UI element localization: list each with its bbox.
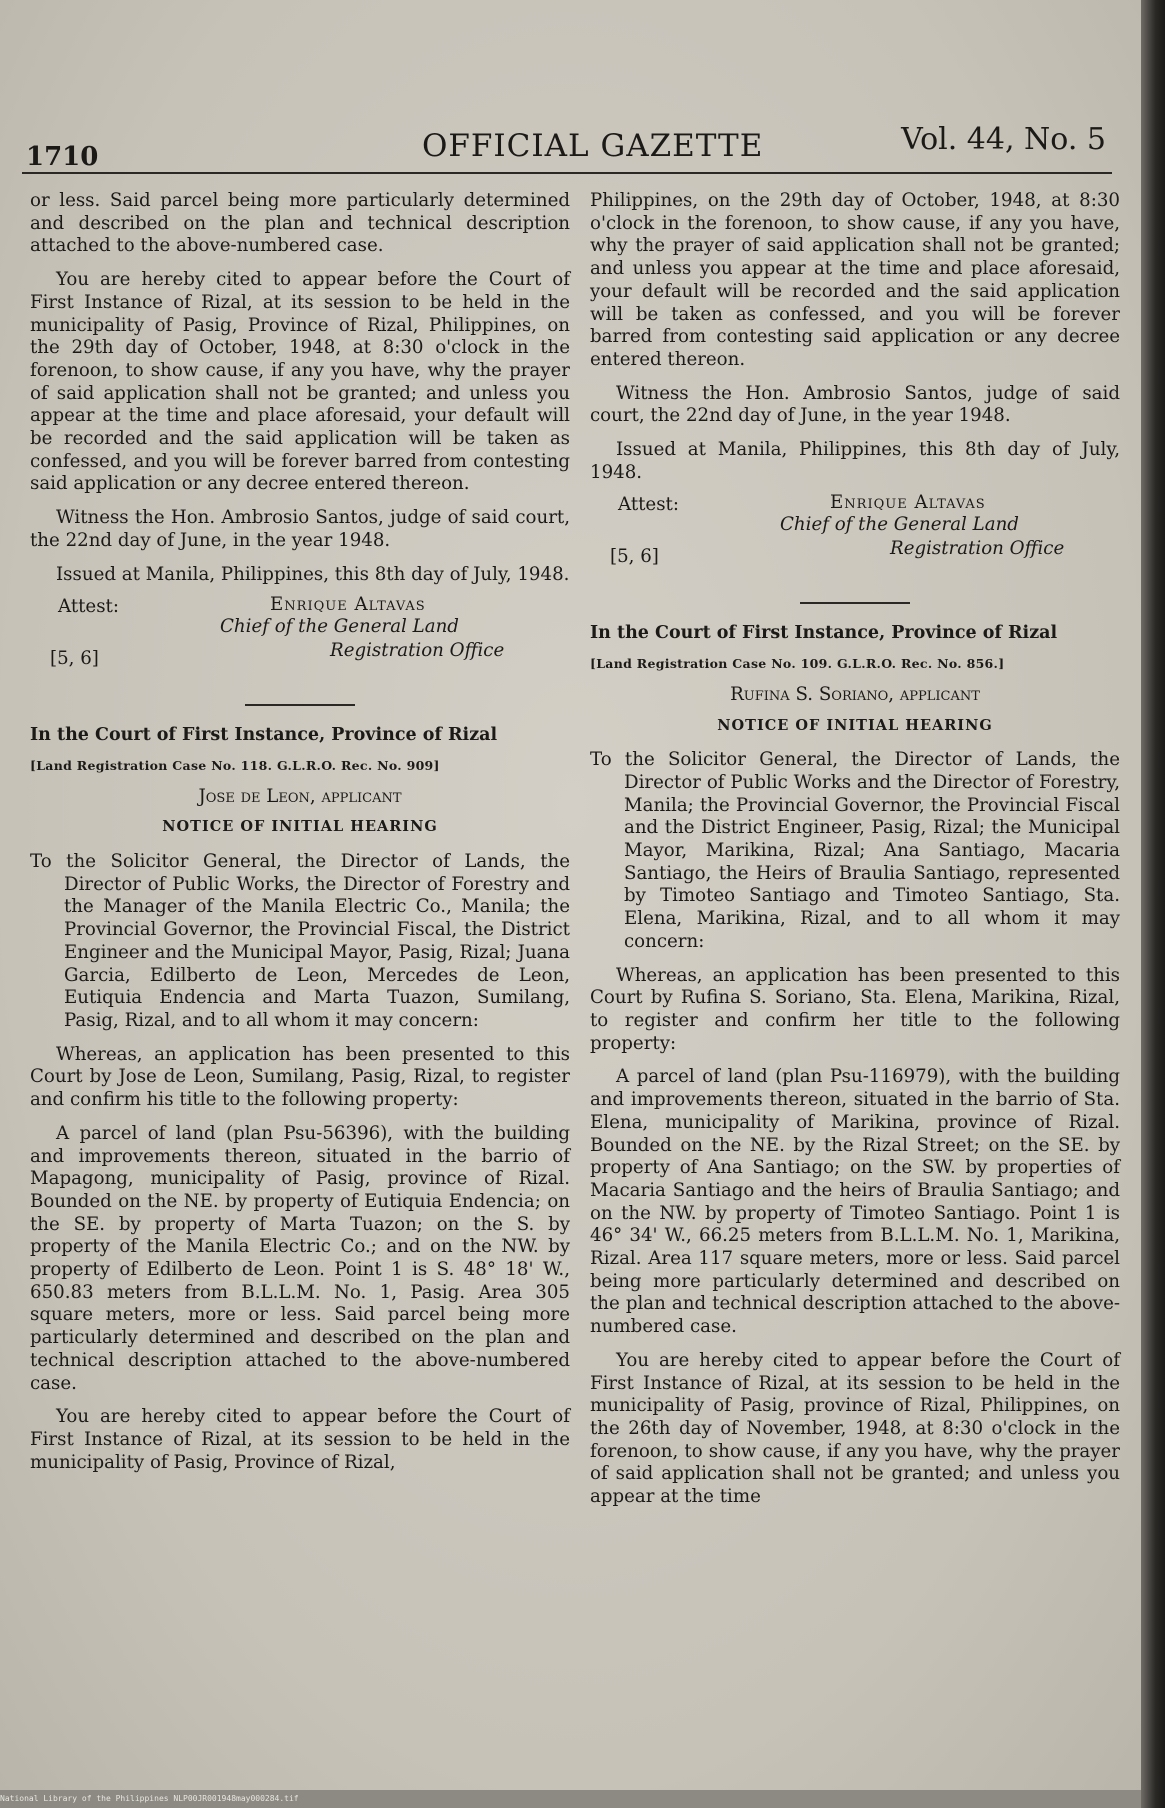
attest-label: Attest: [58, 596, 119, 618]
right-column [590, 190, 1120, 1509]
applicant-name: Jose de Leon, applicant [198, 785, 402, 807]
notice-heading: NOTICE OF INITIAL HEARING [162, 818, 438, 836]
scan-footer: National Library of the Philippines NLP00JR001948may000284.tif [0, 1794, 299, 1803]
attest-office: Chief of the General Land [220, 616, 459, 638]
citation: [5, 6] [610, 546, 659, 568]
case-reference: [Land Registration Case No. 109. G.L.R.O. Rec. No. 856.] [590, 656, 1005, 672]
attest-name: Enrique Altavas [270, 594, 426, 616]
section-divider [245, 704, 355, 706]
attest-office: Registration Office [890, 538, 1065, 560]
page-number: 1710 [26, 142, 99, 172]
paragraph: Philippines, on the 29th day of October, 1948, at 8:30 o'clock in the forenoon, to show cause, if any you have, why the prayer of said application shall not be granted; and unless you appear at the time and place aforesaid, your default will be recorded and the said application will be taken as confessed, and you will be forever barred from contesting said application or any decree entered thereon. [590, 190, 1120, 370]
paragraph: A parcel of land (plan Psu-116979), with the building and improvements thereon, situated in the barrio of Sta. Elena, municipality of Marikina, province of Rizal. Bounded on the NE. by the Rizal Street; on the SE. by property of Ana Santiago; on the SW. by properties of Macaria Santiago and the heirs of Braulia Santiago; and on the NW. by property of Timoteo Santiago. Point 1 is 46° 34' W., 66.25 meters from B.L.L.M. No. 1, Marikina, Rizal. Area 117 square meters, more or less. Said parcel being more particularly determined and described on the plan and technical description attached to the above-numbered case. [590, 1066, 1120, 1338]
paragraph: You are hereby cited to appear before the Court of First Instance of Rizal, at its session to be held in the municipality of Pasig, Province of Rizal, [30, 1406, 570, 1473]
header-rule [22, 172, 1112, 174]
case-reference: [Land Registration Case No. 118. G.L.R.O. Rec. No. 909] [30, 757, 440, 773]
citation: [5, 6] [50, 648, 99, 670]
addressee-paragraph: To the Solicitor General, the Director of Lands, the Director of Public Works, the Director of Forestry and the Manager of the Manila Electric Co., Manila; the Provincial Governor, the Provincial Fiscal, the District Engineer and the Municipal Mayor, Pasig, Rizal; Juana Garcia, Edilberto de Leon, Mercedes de Leon, Eutiquia Endencia and Marta Tuazon, Sumilang, Pasig, Rizal, and to all whom it may concern: [30, 851, 570, 1031]
binding-spine [1141, 0, 1165, 1808]
court-heading: In the Court of First Instance, Province of Rizal [590, 623, 1058, 644]
paragraph: A parcel of land (plan Psu-56396), with the building and improvements thereon, situated in the barrio of Mapagong, municipality of Pasig, province of Rizal. Bounded on the NE. by property of Eutiquia Endencia; on the SE. by property of Marta Tuazon; on the S. by property of the Manila Electric Co.; and on the NW. by property of Edilberto de Leon. Point 1 is S. 48° 18' W., 650.83 meters from B.L.L.M. No. 1, Pasig. Area 305 square meters, more or less. Said parcel being more particularly determined and described on the plan and technical description attached to the above-numbered case. [30, 1122, 570, 1394]
paragraph: Issued at Manila, Philippines, this 8th day of July, 1948. [56, 563, 570, 585]
paragraph: Witness the Hon. Ambrosio Santos, judge of said court, the 22nd day of June, in the year 1948. [30, 507, 570, 551]
paragraph: Witness the Hon. Ambrosio Santos, judge of said court, the 22nd day of June, in the year 1948. [590, 382, 1120, 427]
paragraph: Whereas, an application has been presented to this Court by Rufina S. Soriano, Sta. Elena, Marikina, Rizal, to register and confirm her title to the following property: [590, 964, 1120, 1054]
publication-title: OFFICIAL GAZETTE [422, 128, 764, 164]
applicant-name: Rufina S. Soriano, applicant [730, 683, 980, 705]
addressee-paragraph: To the Solicitor General, the Director of Lands, the Director of Public Works and the Director of Forestry, Manila; the Provincial Governor, the Provincial Fiscal and the District Engineer, Pasig, Rizal; the Municipal Mayor, Marikina, Rizal; Ana Santiago, Macaria Santiago, the Heirs of Braulia Santiago, represented by Timoteo Santiago and Timoteo Santiago, Sta. Elena, Marikina, Rizal, and to all whom it may concern: [590, 749, 1120, 952]
attestation-block [590, 492, 1120, 584]
paragraph: You are hereby cited to appear before the Court of First Instance of Rizal, at its session to be held in the municipality of Pasig, Province of Rizal, Philippines, on the 29th day of October, 1948, at 8:30 o'clock in the forenoon, to show cause, if any you have, why the prayer of said application shall not be granted; and unless you appear at the time and place aforesaid, your default will be recorded and the said application will be taken as confessed, and you will be forever barred from contesting said application or any decree entered thereon. [30, 269, 570, 495]
attest-label: Attest: [618, 494, 679, 516]
notice-heading: NOTICE OF INITIAL HEARING [717, 716, 993, 734]
page-header [22, 118, 1112, 178]
volume-number: Vol. 44, No. 5 [901, 122, 1106, 157]
paragraph: Issued at Manila, Philippines, this 8th day of July, 1948. [590, 439, 1120, 483]
attest-office: Registration Office [330, 640, 505, 662]
paragraph: Whereas, an application has been presented to this Court by Jose de Leon, Sumilang, Pasig, Rizal, to register and confirm his title to the following property: [30, 1043, 570, 1111]
paragraph: You are hereby cited to appear before the Court of First Instance of Rizal, at its session to be held in the municipality of Pasig, province of Rizal, Philippines, on the 26th day of November, 1948, at 8:30 o'clock in the forenoon, to show cause, if any you have, why the prayer of said application shall not be granted; and unless you appear at the time [590, 1349, 1120, 1508]
section-divider [800, 602, 910, 604]
attest-office: Chief of the General Land [780, 514, 1019, 536]
paragraph: or less. Said parcel being more particularly determined and described on the plan and technical description attached to the above-numbered case. [30, 190, 570, 257]
left-column [30, 190, 570, 1474]
attest-name: Enrique Altavas [830, 492, 986, 514]
court-heading: In the Court of First Instance, Province of Rizal [30, 725, 498, 746]
attestation-block [30, 594, 570, 686]
